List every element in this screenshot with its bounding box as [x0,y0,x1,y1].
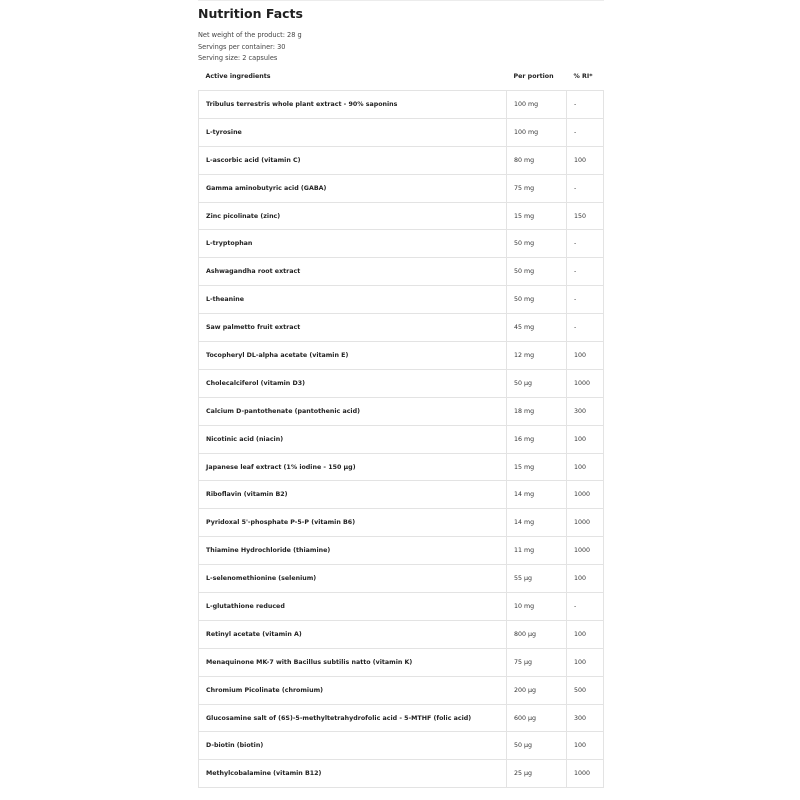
table-row [199,676,604,704]
portion-cell: 45 mg [507,314,567,342]
table-row [199,230,604,258]
portion-cell: 12 mg [507,342,567,370]
table-row [199,286,604,314]
portion-cell: 18 mg [507,397,567,425]
table-row [199,648,604,676]
portion-cell: 15 mg [507,202,567,230]
table-row [199,91,604,119]
table-row [199,565,604,593]
ingredient-cell: L-tyrosine [199,118,507,146]
table-row [199,342,604,370]
ingredient-cell: Methylcobalamine (vitamin B12) [199,760,507,788]
ri-cell: 150 [567,202,604,230]
ingredient-cell: L-tryptophan [199,230,507,258]
table-row [199,537,604,565]
ri-cell: 1000 [567,481,604,509]
ri-cell: 1000 [567,760,604,788]
servings-text: Servings per container: 30 [198,43,286,51]
ingredient-cell: Gamma aminobutyric acid (GABA) [199,174,507,202]
table-row [199,146,604,174]
header-ri: % RI* [573,72,593,80]
portion-cell: 11 mg [507,537,567,565]
table-row [199,425,604,453]
table-row [199,369,604,397]
table-row [199,397,604,425]
portion-cell: 50 mg [507,230,567,258]
ingredient-cell: Saw palmetto fruit extract [199,314,507,342]
portion-cell: 100 mg [507,118,567,146]
page-title: Nutrition Facts [198,6,303,21]
table-row [199,620,604,648]
ri-cell: - [567,91,604,119]
table-row [199,314,604,342]
portion-cell: 75 µg [507,648,567,676]
ingredient-cell: Retinyl acetate (vitamin A) [199,620,507,648]
portion-cell: 75 mg [507,174,567,202]
nutrition-table [198,62,604,788]
ri-cell: - [567,258,604,286]
ri-cell: - [567,286,604,314]
ingredient-cell: D-biotin (biotin) [199,732,507,760]
table-row [199,174,604,202]
ri-cell: - [567,314,604,342]
ri-cell: 1000 [567,369,604,397]
ingredient-cell: Tribulus terrestris whole plant extract - 90% saponins [199,91,507,119]
ri-cell: 100 [567,146,604,174]
table-row [199,481,604,509]
ri-cell: 300 [567,704,604,732]
portion-cell: 15 mg [507,453,567,481]
top-divider [198,0,604,1]
ingredient-cell: L-theanine [199,286,507,314]
ingredient-cell: L-ascorbic acid (vitamin C) [199,146,507,174]
serving-size-text: Serving size: 2 capsules [198,54,278,62]
portion-cell: 100 mg [507,91,567,119]
table-row [199,760,604,788]
table-row [199,202,604,230]
header-portion: Per portion [513,72,554,80]
ri-cell: 100 [567,620,604,648]
ri-cell: 100 [567,342,604,370]
portion-cell: 80 mg [507,146,567,174]
portion-cell: 25 µg [507,760,567,788]
header-ingredient: Active ingredients [205,72,271,80]
ingredient-cell: Calcium D-pantothenate (pantothenic acid) [199,397,507,425]
net-weight-text: Net weight of the product: 28 g [198,31,302,39]
portion-cell: 10 mg [507,593,567,621]
ingredient-cell: Ashwagandha root extract [199,258,507,286]
ri-cell: - [567,230,604,258]
ri-cell: - [567,174,604,202]
table-row [199,509,604,537]
ri-cell: 300 [567,397,604,425]
ingredient-cell: L-glutathione reduced [199,593,507,621]
ri-cell: 1000 [567,509,604,537]
ingredient-cell: Chromium Picolinate (chromium) [199,676,507,704]
ri-cell: 100 [567,732,604,760]
table-row [199,704,604,732]
ri-cell: - [567,118,604,146]
portion-cell: 50 µg [507,369,567,397]
table-row [199,118,604,146]
ingredient-cell: Menaquinone MK-7 with Bacillus subtilis natto (vitamin K) [199,648,507,676]
ri-cell: 100 [567,453,604,481]
ingredient-cell: Cholecalciferol (vitamin D3) [199,369,507,397]
ingredient-cell: Thiamine Hydrochloride (thiamine) [199,537,507,565]
ingredient-cell: Tocopheryl DL-alpha acetate (vitamin E) [199,342,507,370]
table-row [199,732,604,760]
table-row [199,453,604,481]
ri-cell: 100 [567,648,604,676]
ri-cell: 500 [567,676,604,704]
ri-cell: 100 [567,565,604,593]
ingredient-cell: L-selenomethionine (selenium) [199,565,507,593]
ingredient-cell: Pyridoxal 5'-phosphate P-5-P (vitamin B6) [199,509,507,537]
portion-cell: 600 µg [507,704,567,732]
ri-cell: - [567,593,604,621]
portion-cell: 16 mg [507,425,567,453]
ri-cell: 100 [567,425,604,453]
portion-cell: 50 mg [507,258,567,286]
portion-cell: 14 mg [507,481,567,509]
ri-cell: 1000 [567,537,604,565]
ingredient-cell: Nicotinic acid (niacin) [199,425,507,453]
portion-cell: 14 mg [507,509,567,537]
table-row [199,258,604,286]
portion-cell: 800 µg [507,620,567,648]
table-row [199,593,604,621]
ingredient-cell: Japanese leaf extract (1% iodine - 150 µg) [199,453,507,481]
table-body [199,91,604,788]
portion-cell: 55 µg [507,565,567,593]
portion-cell: 50 µg [507,732,567,760]
table-header-row [199,62,604,91]
ingredient-cell: Glucosamine salt of (6S)-5-methyltetrahydrofolic acid - 5-MTHF (folic acid) [199,704,507,732]
portion-cell: 200 µg [507,676,567,704]
portion-cell: 50 mg [507,286,567,314]
ingredient-cell: Zinc picolinate (zinc) [199,202,507,230]
ingredient-cell: Riboflavin (vitamin B2) [199,481,507,509]
